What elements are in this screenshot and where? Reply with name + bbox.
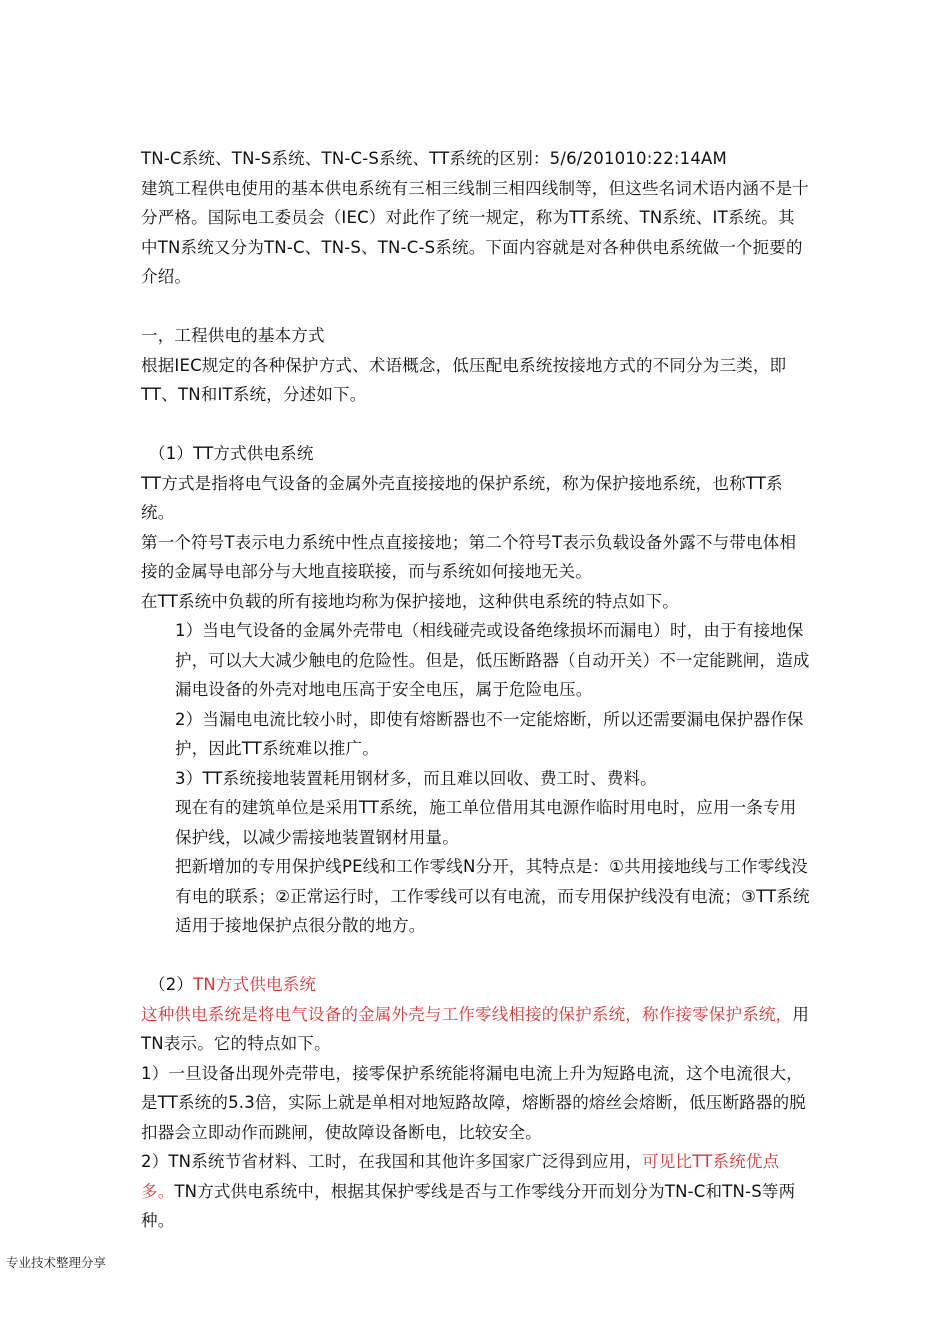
footer-note: 专业技术整理分享	[6, 1255, 107, 1270]
section1-heading: 一，工程供电的基本方式	[141, 326, 325, 345]
blank-line	[141, 941, 811, 971]
tt-item-1: 1）当电气设备的金属外壳带电（相线碰壳或设备绝缘损坏而漏电）时，由于有接地保护，可以大大减少触电的危险性。但是，低压断路器（自动开关）不一定能跳闸，造成漏电设备的外壳对地电压高于安全电压，属于危险电压。	[175, 621, 810, 699]
section1-body: 根据IEC规定的各种保护方式、术语概念，低压配电系统按接地方式的不同分为三类，即TT、TN和IT系统，分述如下。	[141, 355, 787, 404]
tt-item-4: 现在有的建筑单位是采用TT系统，施工单位借用其电源作临时用电时，应用一条专用保护线，以减少需接地装置钢材用量。	[175, 798, 797, 847]
document-title-line: TN-C系统、TN-S系统、TN-C-S系统、TT系统的区别：5/6/201010:22:14AM	[141, 149, 727, 168]
tn-heading-prefix: （2）	[149, 975, 194, 994]
tt-heading: （1）TT方式供电系统	[149, 444, 314, 463]
blank-line	[141, 292, 811, 322]
tt-paragraph-2: 第一个符号T表示电力系统中性点直接接地；第二个符号T表示负载设备外露不与带电体相接的金属导电部分与大地直接联接，而与系统如何接地无关。	[141, 532, 797, 581]
tn-item-2-end: TN方式供电系统中，根据其保护零线是否与工作零线分开而划分为TN-C和TN-S等两种。	[141, 1181, 796, 1230]
document-body	[141, 144, 811, 1236]
tn-item-2-highlight: 可见比TT系统优点多。	[141, 1152, 780, 1201]
tn-item-2-start: 2）TN系统节省材料、工时，在我国和其他许多国家广泛得到应用，	[141, 1152, 643, 1171]
tn-item-2	[141, 1147, 811, 1236]
blank-line	[141, 410, 811, 440]
tt-item-3: 3）TT系统接地装置耗用钢材多，而且难以回收、费工时、费料。	[175, 768, 657, 788]
tn-definition	[141, 1000, 811, 1059]
tn-definition-rest: 用TN表示。它的特点如下。	[141, 1004, 810, 1053]
tn-heading-highlight: TN方式供电系统	[193, 975, 317, 994]
tt-item-5: 把新增加的专用保护线PE线和工作零线N分开，其特点是：①共用接地线与工作零线没有电的联系；②正常运行时，工作零线可以有电流，而专用保护线没有电流；③TT系统适用于接地保护点很分散的地方。	[175, 857, 810, 935]
tn-definition-highlight: 这种供电系统是将电气设备的金属外壳与工作零线相接的保护系统，称作接零保护系统，	[141, 1004, 793, 1024]
tn-heading	[141, 970, 811, 1000]
intro-paragraph: 建筑工程供电使用的基本供电系统有三相三线制三相四线制等，但这些名词术语内涵不是十分严格。国际电工委员会（IEC）对此作了统一规定，称为TT系统、TN系统、IT系统。其中TN系统又分为TN-C、TN-S、TN-C-S系统。下面内容就是对各种供电系统做一个扼要的介绍。	[141, 178, 809, 286]
tt-paragraph-3: 在TT系统中负载的所有接地均称为保护接地，这种供电系统的特点如下。	[141, 591, 679, 611]
tn-item-1: 1）一旦设备出现外壳带电，接零保护系统能将漏电电流上升为短路电流，这个电流很大，是TT系统的5.3倍，实际上就是单相对地短路故障，熔断器的熔丝会熔断，低压断路器的脱扣器会立即动作而跳闸，使故障设备断电，比较安全。	[141, 1063, 807, 1142]
tt-item-2: 2）当漏电电流比较小时，即使有熔断器也不一定能熔断，所以还需要漏电保护器作保护，因此TT系统难以推广。	[175, 709, 804, 758]
tt-paragraph-1: TT方式是指将电气设备的金属外壳直接接地的保护系统，称为保护接地系统，也称TT系统。	[141, 473, 783, 522]
